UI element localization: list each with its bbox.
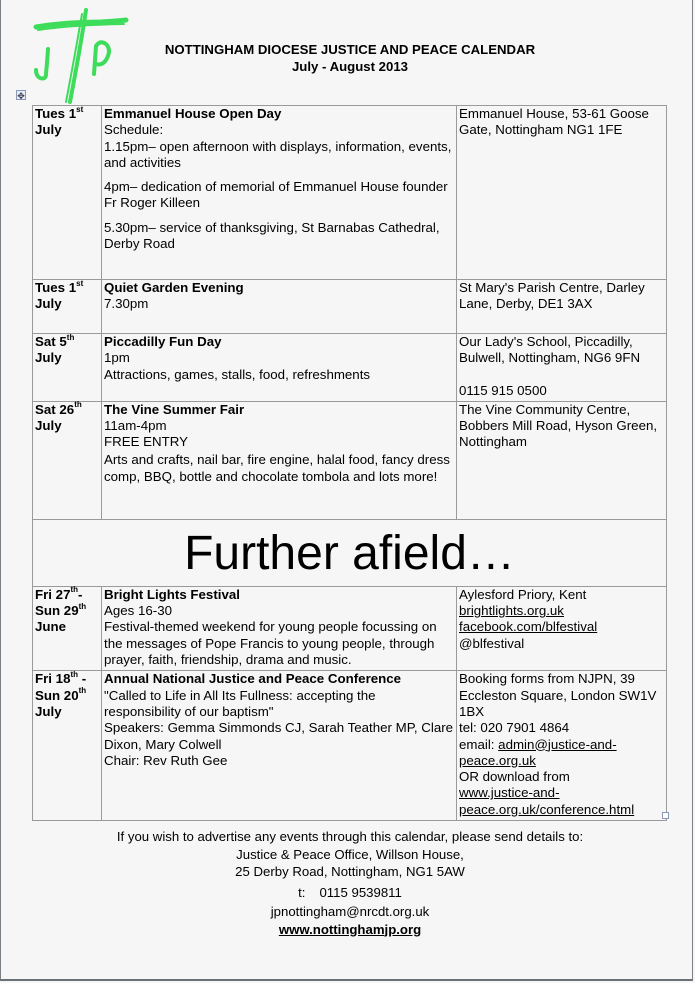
event-details: Bright Lights Festival Ages 16-30 Festival-themed weekend for young people focussing on the messages of Pope Francis to young people, through prayer, faith, friendship, drama and music. bbox=[102, 586, 457, 670]
download-link[interactable]: www.justice-and-peace.org.uk/conference.html bbox=[459, 785, 635, 817]
event-details: Quiet Garden Evening 7.30pm bbox=[102, 280, 457, 334]
footer-intro: If you wish to advertise any events through this calendar, please send details to: bbox=[116, 829, 584, 844]
event-venue: Booking forms from NJPN, 39 Eccleston Square, London SW1V 1BX tel: 020 7901 4864 email: admin@justice-and-peace.org.uk OR download from www.justice-and-peace.org.uk/conference.html bbox=[457, 671, 667, 821]
event-title: The Vine Summer Fair bbox=[104, 401, 245, 417]
twitter-handle: @blfestival bbox=[459, 635, 525, 651]
email-link[interactable]: admin@justice-and-peace.org.uk bbox=[459, 736, 617, 768]
footer-email[interactable]: jpnottingham@nrcdt.org.uk bbox=[270, 904, 430, 919]
footer-address-line1: Justice & Peace Office, Willson House, bbox=[236, 846, 464, 862]
event-date: Sat 26th July bbox=[33, 401, 102, 519]
event-title: Emmanuel House Open Day bbox=[104, 106, 282, 121]
event-date: Fri 18th - Sun 20th July bbox=[33, 671, 102, 821]
event-details: Emmanuel House Open Day Schedule: 1.15pm– open afternoon with displays, information, events, and activities 4pm– dedication of memorial of Emmanuel House founder Fr Roger Killeen 5.30pm– service of thanksgiving, St Barnabas Cathedral, Derby Road bbox=[102, 106, 457, 280]
calendar-table bbox=[32, 105, 667, 821]
footer-address-line2: 25 Derby Road, Nottingham, NG1 5AW bbox=[235, 864, 465, 879]
venue-phone: 0115 915 0500 bbox=[459, 382, 547, 398]
section-row bbox=[33, 519, 667, 586]
footer-website-link[interactable]: www.nottinghamjp.org bbox=[278, 921, 422, 937]
event-date: Tues 1st July bbox=[33, 106, 102, 280]
event-venue: Our Lady's School, Piccadilly, Bulwell, Nottingham, NG6 9FN 0115 915 0500 bbox=[457, 334, 667, 402]
table-row bbox=[33, 671, 667, 821]
event-details: Piccadilly Fun Day 1pm Attractions, games, stalls, food, refreshments bbox=[102, 334, 457, 402]
table-move-handle-icon[interactable]: ✥ bbox=[17, 91, 25, 101]
event-date: Fri 27th- Sun 29th June bbox=[33, 586, 102, 670]
footer bbox=[60, 828, 640, 938]
page-title: NOTTINGHAM DIOCESE JUSTICE AND PEACE CALENDAR bbox=[164, 42, 536, 57]
table-row bbox=[33, 106, 667, 280]
event-venue: Aylesford Priory, Kent brightlights.org.uk facebook.com/blfestival @blfestival bbox=[457, 586, 667, 670]
event-venue: The Vine Community Centre, Bobbers Mill Road, Hyson Green, Nottingham bbox=[457, 401, 667, 519]
table-row bbox=[33, 586, 667, 670]
event-venue: St Mary's Parish Centre, Darley Lane, Derby, DE1 3AX bbox=[457, 280, 667, 334]
event-title: Bright Lights Festival bbox=[104, 586, 240, 602]
facebook-link[interactable]: facebook.com/blfestival bbox=[459, 619, 598, 635]
page-header bbox=[120, 41, 580, 75]
event-title: Quiet Garden Evening bbox=[104, 280, 244, 295]
page-subtitle: July - August 2013 bbox=[291, 59, 409, 74]
booking-phone: tel: 020 7901 4864 bbox=[459, 720, 570, 736]
event-date: Tues 1st July bbox=[33, 280, 102, 334]
footer-phone: t: 0115 9539811 bbox=[298, 884, 402, 900]
table-row bbox=[33, 280, 667, 334]
event-title: Piccadilly Fun Day bbox=[104, 334, 222, 349]
table-row bbox=[33, 401, 667, 519]
event-venue: Emmanuel House, 53-61 Goose Gate, Nottingham NG1 1FE bbox=[457, 106, 667, 280]
table-row bbox=[33, 334, 667, 402]
table-resize-handle-icon[interactable] bbox=[662, 812, 669, 819]
section-heading: Further afield… bbox=[33, 519, 667, 586]
event-details: The Vine Summer Fair 11am-4pm FREE ENTRY Arts and crafts, nail bar, fire engine, halal food, fancy dress comp, BBQ, bottle and chocolate tombola and lots more! bbox=[102, 401, 457, 519]
event-title: Annual National Justice and Peace Conference bbox=[104, 671, 402, 687]
event-details: Annual National Justice and Peace Conference "Called to Life in All Its Fullness: accepting the responsibility of our baptism" Speakers: Gemma Simmonds CJ, Sarah Teather MP, Clare Dixon, Mary Colwell Chair: Rev Ruth Gee bbox=[102, 671, 457, 821]
event-date: Sat 5th July bbox=[33, 334, 102, 402]
website-link[interactable]: brightlights.org.uk bbox=[459, 603, 564, 619]
